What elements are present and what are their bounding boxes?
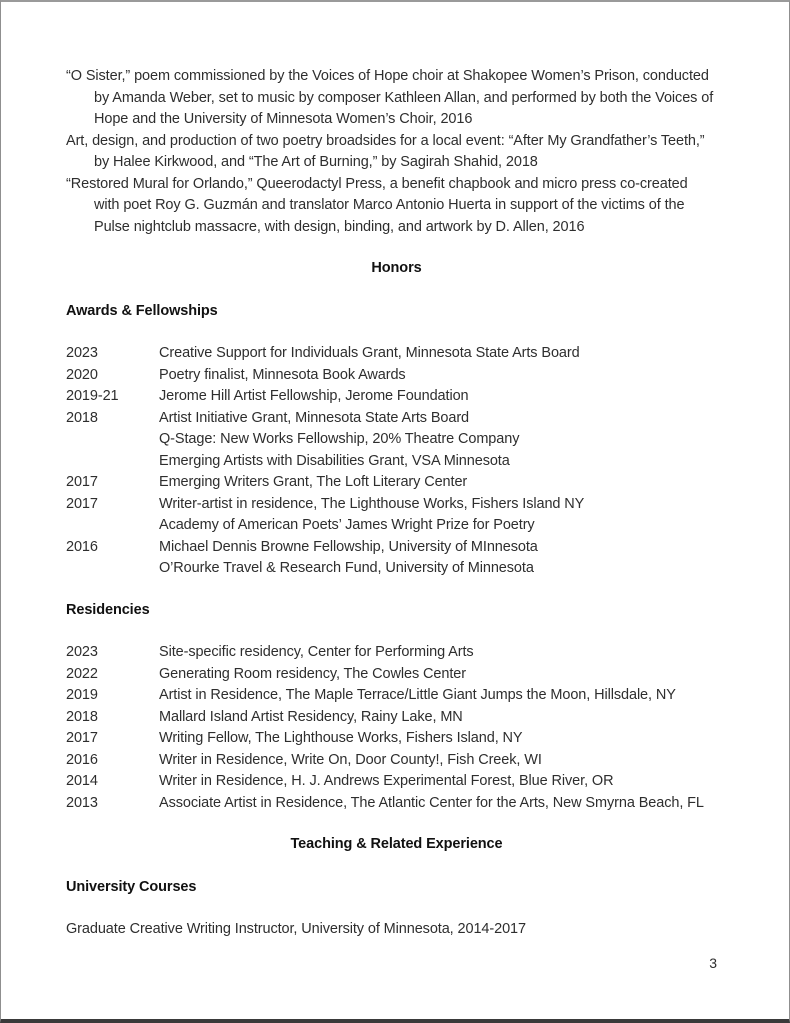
residency-description: Writer in Residence, H. J. Andrews Experimental Forest, Blue River, OR [159,773,614,789]
award-row [66,386,727,408]
residency-year: 2018 [66,708,98,725]
award-description: Jerome Hill Artist Fellowship, Jerome Foundation [159,388,469,404]
award-description: Creative Support for Individuals Grant, Minnesota State Arts Board [159,345,580,361]
publication-text-line: Hope and the University of Minnesota Women’s Choir, 2016 [94,111,473,127]
residencies-list [66,642,727,814]
award-row [66,558,727,580]
award-description: Michael Dennis Browne Fellowship, University of MInnesota [159,538,538,555]
residency-year: 2017 [66,730,98,746]
award-description: Emerging Writers Grant, The Loft Literary Center [159,474,468,490]
residency-row [66,793,727,815]
award-description: Artist Initiative Grant, Minnesota State Arts Board [159,409,470,426]
residency-description: Mallard Island Artist Residency, Rainy Lake, MN [159,708,463,725]
publication-text-line: Pulse nightclub massacre, with design, binding, and artwork by D. Allen, 2016 [94,218,585,235]
page-content [1,2,789,941]
section-title-honors: Honors [371,260,422,276]
residency-row [66,771,727,793]
award-row [66,429,727,451]
residency-row [66,664,727,686]
award-year [66,558,159,580]
publication-item [66,66,727,131]
publication-text-line: by Amanda Weber, set to music by composer Kathleen Allan, and performed by both the Voices of [94,89,714,106]
residency-year: 2019 [66,687,98,703]
award-description: Academy of American Poets’ James Wright Prize for Poetry [159,517,535,533]
residency-description: Associate Artist in Residence, The Atlantic Center for the Arts, New Smyrna Beach, FL [159,794,704,811]
residency-row [66,728,727,750]
residency-row [66,642,727,664]
publication-text-line: by Halee Kirkwood, and “The Art of Burning,” by Sagirah Shahid, 2018 [94,154,538,170]
award-row [66,451,727,473]
residency-year: 2014 [66,773,98,789]
subsection-heading-university-courses: University Courses [66,878,197,895]
award-description: Emerging Artists with Disabilities Grant, VSA Minnesota [159,452,510,469]
teaching-entry: Graduate Creative Writing Instructor, University of Minnesota, 2014-2017 [66,921,526,937]
residency-year: 2013 [66,794,98,811]
awards-list [66,343,727,580]
residency-year: 2023 [66,644,98,660]
award-row [66,365,727,387]
award-description: Poetry finalist, Minnesota Book Awards [159,366,406,383]
award-year: 2020 [66,366,98,383]
residency-description: Site-specific residency, Center for Performing Arts [159,644,474,660]
award-row [66,408,727,430]
award-year [66,429,159,451]
award-row [66,343,727,365]
publication-item [66,131,727,174]
publications-list [66,66,727,238]
publication-item [66,174,727,239]
residency-description: Writing Fellow, The Lighthouse Works, Fishers Island, NY [159,730,523,746]
residency-year: 2016 [66,751,98,768]
publication-text-line: Art, design, and production of two poetry broadsides for a local event: “After My Grandfather’s Teeth,” [66,132,705,149]
award-row [66,494,727,516]
residency-row [66,685,727,707]
award-row [66,472,727,494]
subsection-heading-awards-fellowships: Awards & Fellowships [66,302,218,319]
page-number: 3 [709,955,717,971]
award-row [66,515,727,537]
publication-text-line: “O Sister,” poem commissioned by the Voices of Hope choir at Shakopee Women’s Prison, conducted [66,68,709,84]
residency-description: Writer in Residence, Write On, Door County!, Fish Creek, WI [159,751,542,768]
award-year: 2016 [66,538,98,555]
residency-year: 2022 [66,665,98,682]
award-year: 2017 [66,495,98,512]
award-description: Q-Stage: New Works Fellowship, 20% Theatre Company [159,431,520,447]
publication-text-line: with poet Roy G. Guzmán and translator Marco Antonio Huerta in support of the victims of the [94,197,685,213]
residency-description: Artist in Residence, The Maple Terrace/Little Giant Jumps the Moon, Hillsdale, NY [159,687,676,703]
award-year: 2019-21 [66,388,119,404]
award-year: 2018 [66,409,98,426]
publication-text-line: “Restored Mural for Orlando,” Queerodactyl Press, a benefit chapbook and micro press co-created [66,175,688,192]
award-year [66,451,159,473]
award-year [66,515,159,537]
subsection-heading-residencies: Residencies [66,601,150,618]
residency-description: Generating Room residency, The Cowles Center [159,665,466,682]
award-description: Writer-artist in residence, The Lighthouse Works, Fishers Island NY [159,495,585,512]
award-row [66,537,727,559]
residency-row [66,707,727,729]
section-title-teaching: Teaching & Related Experience [290,836,503,852]
residency-row [66,750,727,772]
award-year: 2023 [66,345,98,361]
award-year: 2017 [66,474,98,490]
award-description: O’Rourke Travel & Research Fund, University of Minnesota [159,560,534,576]
